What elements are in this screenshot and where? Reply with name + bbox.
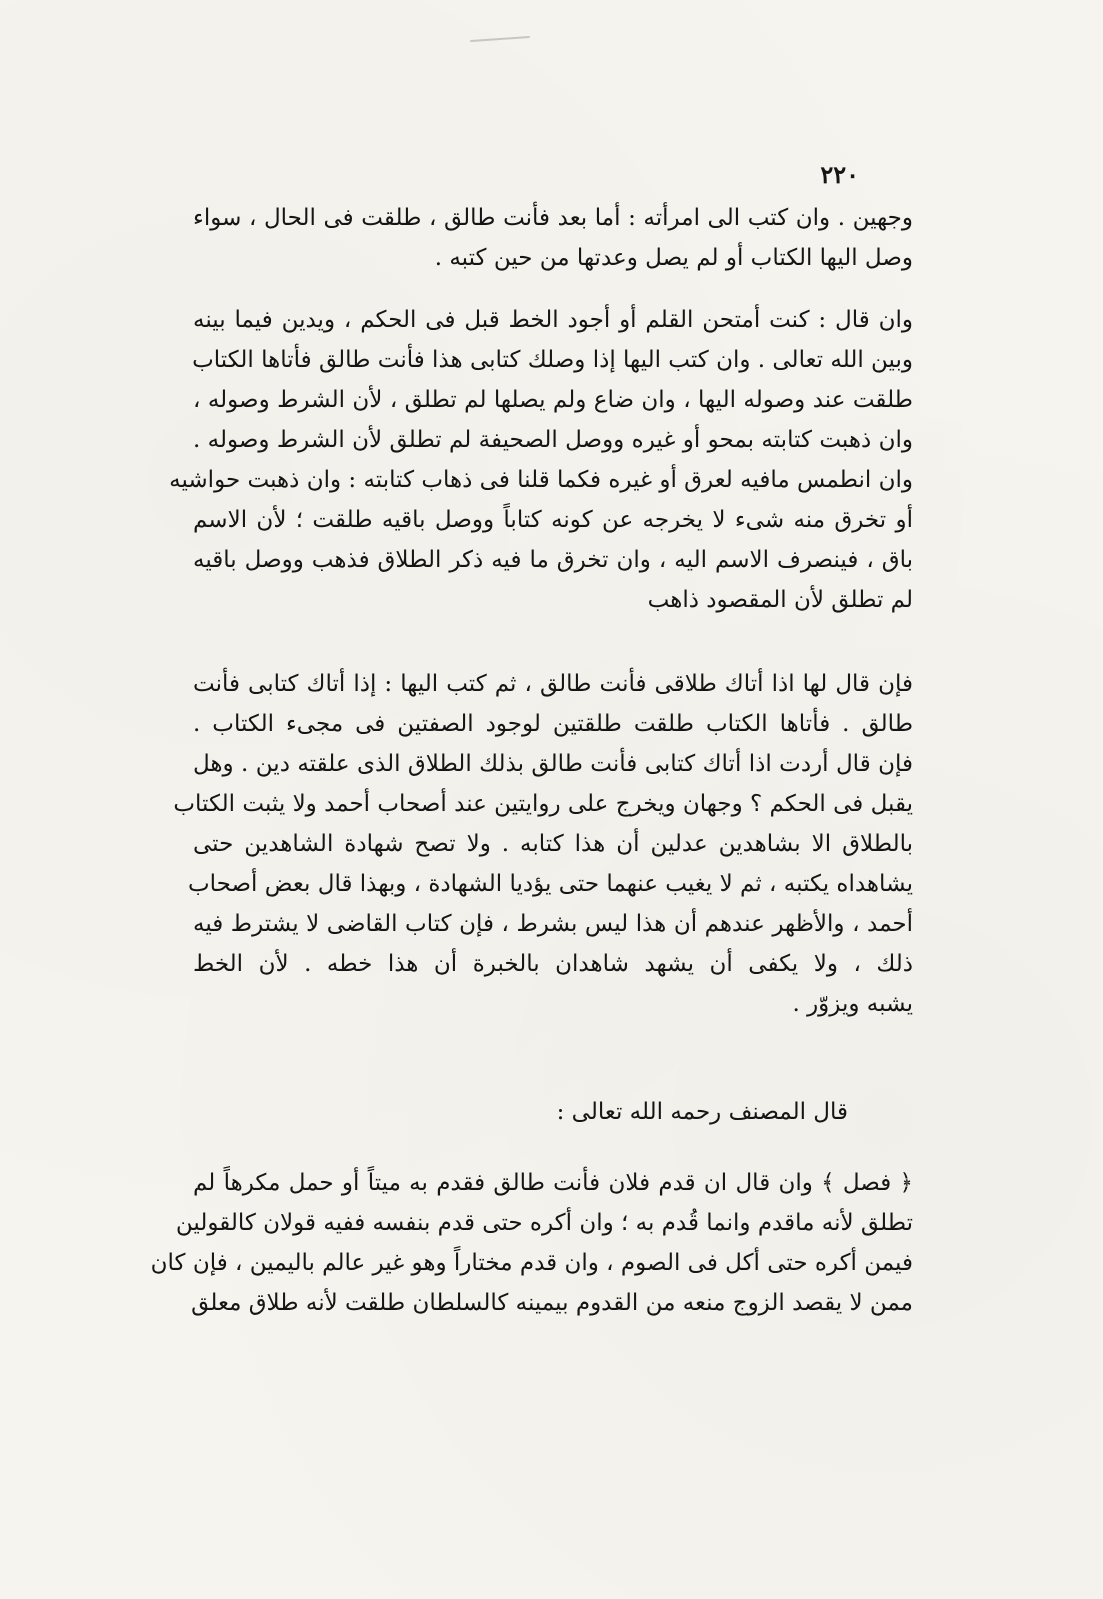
text-line: لم تطلق لأن المقصود ذاهب xyxy=(647,587,913,613)
scan-artifact-mark xyxy=(470,36,530,42)
text-line: يقبل فى الحكم ؟ وجهان ويخرج على روايتين عند أصحاب أحمد ولا يثبت الكتاب xyxy=(173,791,913,817)
text-line: طلقت عند وصوله اليها ، وان ضاع ولم يصلها لم تطلق ، لأن الشرط وصوله ، xyxy=(193,387,913,413)
text-line: فإن قال لها اذا أتاك طلاقى فأنت طالق ، ثم كتب اليها : إذا أتاك كتابى فأنت xyxy=(193,671,913,697)
text-line: طالق . فأتاها الكتاب طلقت طلقتين لوجود الصفتين فى مجىء الكتاب . xyxy=(193,711,913,737)
text-line: تطلق لأنه ماقدم وانما قُدم به ؛ وان أكره حتى قدم بنفسه ففيه قولان كالقولين xyxy=(175,1210,913,1236)
text-line: وبين الله تعالى . وان كتب اليها إذا وصلك كتابى هذا فأنت طالق فأتاها الكتاب xyxy=(192,347,913,373)
paragraph-3 xyxy=(173,664,913,1024)
text-line: وان ذهبت كتابته بمحو أو غيره ووصل الصحيفة لم تطلق لأن الشرط وصوله . xyxy=(193,427,913,453)
text-line: فيمن أكره حتى أكل فى الصوم ، وان قدم مختاراً وهو غير عالم باليمين ، فإن كان xyxy=(150,1250,913,1276)
text-line: وان انطمس مافيه لعرق أو غيره فكما قلنا فى ذهاب كتابته : وان ذهبت حواشيه xyxy=(169,467,913,493)
text-line: بالطلاق الا بشاهدين عدلين أن هذا كتابه . ولا تصح شهادة الشاهدين حتى xyxy=(193,831,913,857)
text-line: باق ، فينصرف الاسم اليه ، وان تخرق ما فيه ذكر الطلاق فذهب ووصل باقيه xyxy=(193,547,913,573)
section-heading: قال المصنف رحمه الله تعالى : xyxy=(556,1099,848,1125)
paragraph-4 xyxy=(150,1163,913,1323)
text-line: أحمد ، والأظهر عندهم أن هذا ليس بشرط ، فإن كتاب القاضى لا يشترط فيه xyxy=(193,911,913,937)
text-line: وان قال : كنت أمتحن القلم أو أجود الخط قبل فى الحكم ، ويدين فيما بينه xyxy=(193,307,913,333)
text-line: فإن قال أردت اذا أتاك كتابى فأنت طالق بذلك الطلاق الذى علقته دين . وهل xyxy=(193,751,913,777)
paragraph-2 xyxy=(169,300,913,620)
page-number: ٢٢٠ xyxy=(820,160,859,189)
text-line: وجهين . وان كتب الى امرأته : أما بعد فأنت طالق ، طلقت فى الحال ، سواء xyxy=(193,205,913,231)
text-line: ﴿ فصل ﴾ وان قال ان قدم فلان فأنت طالق فقدم به ميتاً أو حمل مكرهاً لم xyxy=(193,1170,913,1196)
paragraph-1 xyxy=(193,198,913,278)
text-line: ممن لا يقصد الزوج منعه من القدوم بيمينه كالسلطان طلقت لأنه طلاق معلق xyxy=(191,1290,913,1316)
text-line: يشبه ويزوّر . xyxy=(792,991,913,1017)
text-line: يشاهداه يكتبه ، ثم لا يغيب عنهما حتى يؤديا الشهادة ، وبهذا قال بعض أصحاب xyxy=(188,871,913,897)
text-line: أو تخرق منه شىء لا يخرجه عن كونه كتاباً ووصل باقيه طلقت ؛ لأن الاسم xyxy=(193,507,913,533)
text-line: وصل اليها الكتاب أو لم يصل وعدتها من حين كتبه . xyxy=(434,245,913,271)
text-line: ذلك ، ولا يكفى أن يشهد شاهدان بالخبرة أن هذا خطه . لأن الخط xyxy=(193,951,913,977)
